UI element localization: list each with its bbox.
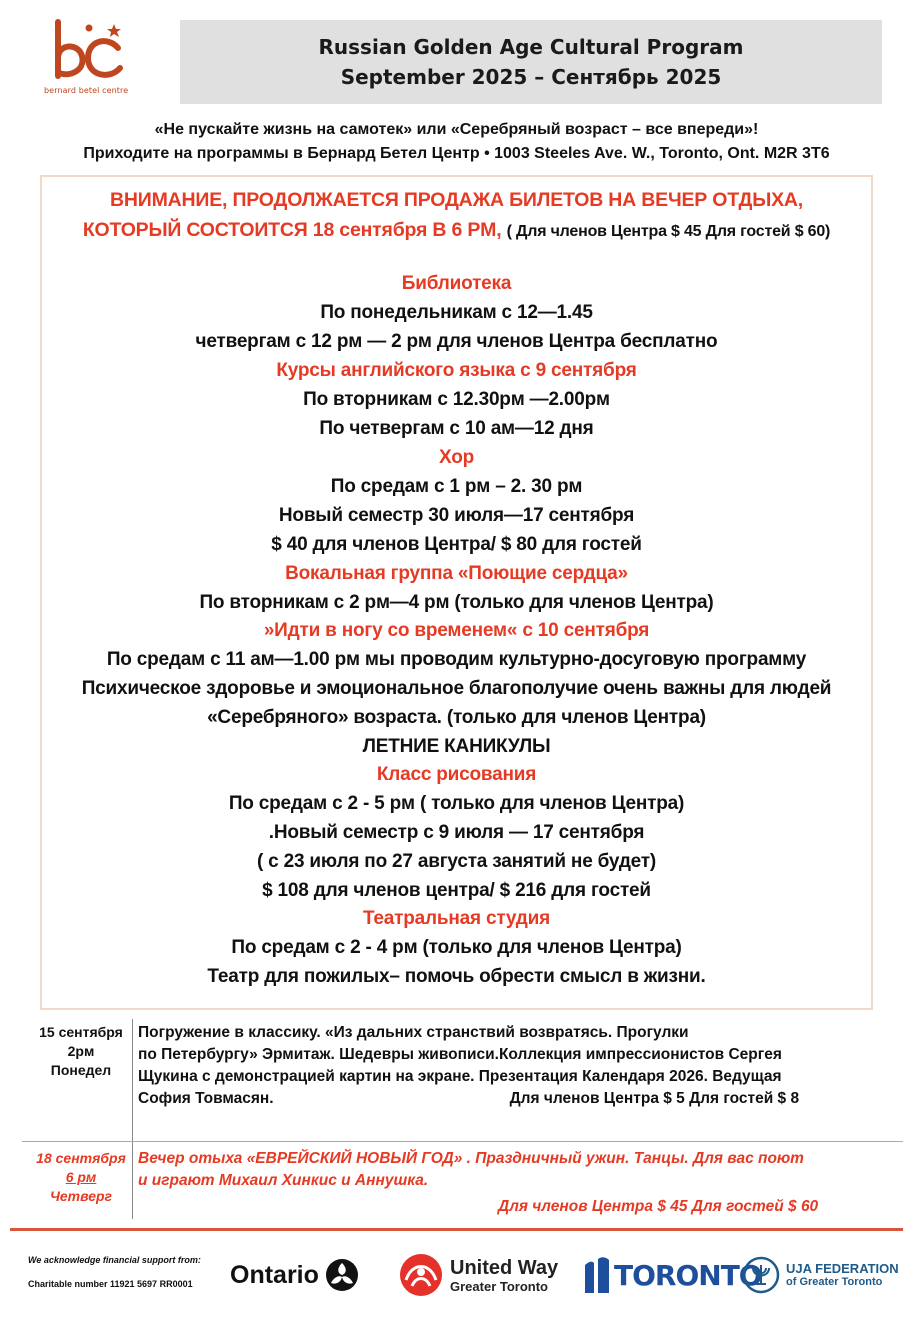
vocal-line-1: По вторникам с 2 pм—4 pм (только для членов Центра) (199, 592, 714, 613)
event-desc-line-4 (138, 1088, 903, 1110)
notice-line-1: ВНИМАНИЕ, ПРОДОЛЖАЕТСЯ ПРОДАЖА БИЛЕТОВ НА ВЕЧЕР ОТДЫХА, (110, 189, 803, 211)
library-line-2: четвергам с 12 pм — 2 pм для членов Центра бесплатно (195, 331, 718, 352)
choir-line-2: Новый семестр 30 июля—17 сентября (278, 505, 635, 526)
uja-federation-logo (742, 1245, 899, 1305)
times-line-1: По средам с 11 aм—1.00 pм мы проводим культурно-досуговую программу (106, 649, 807, 670)
united-way-wordmark: United Way (450, 1256, 559, 1279)
drawing-line-1: По средам с 2 - 5 pм ( только для членов Центра) (228, 793, 685, 814)
library-line-1: По понедельникам с 12—1.45 (320, 302, 593, 323)
drawing-line-4: $ 108 для членов центра/ $ 216 для гостей (262, 880, 651, 901)
choir-title: Хор (438, 447, 475, 468)
choir-line-3: $ 40 для членов Центра/ $ 80 для гостей (271, 534, 642, 555)
uja-region: of Greater Toronto (786, 1276, 883, 1288)
event-desc-line-3: Щукина с демонстрацией картин на экране. Презентация Календаря 2026. Ведущая (138, 1068, 782, 1085)
menorah-icon (742, 1256, 780, 1294)
event-date: 15 сентября (39, 1024, 123, 1040)
slogan-line-2: Приходите на программы в Бернард Бетел Центр • 1003 Steeles Ave. W., Toronto, Ont. M2R 3T6 (83, 145, 830, 162)
theatre-title: Театральная студия (362, 908, 551, 929)
event-date: 18 сентября (36, 1150, 126, 1166)
choir-line-1: По средам с 1 pм – 2. 30 pм (330, 476, 583, 497)
toronto-city-hall-icon (582, 1255, 612, 1295)
notice-line-2 (42, 219, 871, 242)
toronto-wordmark: TORONTO (614, 1258, 762, 1292)
ontario-logo (230, 1245, 359, 1305)
event-date-cell (22, 1023, 140, 1080)
event-desc-line-1: Погружение в классику. «Из дальних странствий возвратясь. Прогулки (138, 1024, 689, 1041)
programs-panel (40, 175, 873, 1010)
slogan-line-1: «Не пускайте жизнь на самотек» или «Серебряный возраст – все впереди»! (154, 121, 759, 138)
slogan (0, 118, 913, 166)
united-way-region: Greater Toronto (450, 1278, 548, 1294)
times-line-2: Психическое здоровье и эмоциональное благополучие очень важны для людей (81, 678, 832, 699)
notice-prices: ( Для членов Центра $ 45 Для гостей $ 60) (506, 223, 831, 240)
event-desc-line-2: и играют Михаил Хинкис и Аннушка. (138, 1172, 429, 1189)
program-title: Russian Golden Age Cultural Program (318, 35, 744, 59)
drawing-title: Класс рисования (376, 764, 537, 785)
united-way-logo (398, 1245, 558, 1305)
event-day: Понедел (50, 1062, 112, 1078)
logo-caption: bernard betel centre (44, 86, 129, 95)
bc-logo-icon (44, 18, 128, 84)
english-line-2: По четвергам с 10 aм—12 дня (319, 418, 594, 439)
event-desc-line-2: по Петербургу» Эрмитаж. Шедевры живописи.Коллекция импрессионистов Сергея (138, 1046, 782, 1063)
united-way-icon (398, 1252, 444, 1298)
acknowledgement-text: We acknowledge financial support from: (28, 1255, 201, 1265)
times-line-3: «Серебряного» возраста. (только для членов Центра) (207, 707, 706, 728)
theatre-line-2: Театр для пожилых– помочь обрести смысл в жизни. (207, 966, 706, 987)
drawing-line-3: ( с 23 июля по 27 августа занятий не будет) (256, 851, 657, 872)
toronto-logo (582, 1245, 762, 1305)
bernard-betel-logo (44, 18, 144, 104)
uja-wordmark: UJA FEDERATION (786, 1261, 899, 1276)
event-desc-line-1: Вечер отыха «ЕВРЕЙСКИЙ НОВЫЙ ГОД» . Праздничный ужин. Танцы. Для вас поют (138, 1150, 804, 1167)
event-prices: Для членов Центра $ 45 Для гостей $ 60 (498, 1198, 819, 1215)
event-time: 6 pм (65, 1169, 97, 1185)
event-time: 2pм (67, 1043, 95, 1059)
times-title: »Идти в ногу со временем« с 10 сентября (263, 620, 650, 641)
event-day: Четверг (49, 1188, 113, 1204)
row-divider (22, 1141, 903, 1142)
events-table (10, 1019, 903, 1224)
page-header (180, 20, 882, 104)
event-date-cell (22, 1149, 140, 1206)
english-line-1: По вторникам с 12.30pм —2.00pм (303, 389, 610, 410)
event-row (10, 1019, 903, 1139)
notice-event-text: КОТОРЫЙ СОСТОИТСЯ 18 сентября В 6 PM, (82, 219, 502, 241)
program-dates: September 2025 – Сентябрь 2025 (340, 65, 722, 89)
event-host: София Товмасян. (138, 1090, 274, 1107)
library-title: Библиотека (401, 273, 512, 294)
vocal-title: Вокальная группа «Поющие сердца» (285, 563, 628, 584)
event-prices: Для членов Центра $ 5 Для гостей $ 8 (509, 1090, 800, 1107)
charitable-number: Charitable number 11921 5697 RR0001 (28, 1279, 193, 1289)
ontario-wordmark: Ontario (230, 1260, 319, 1289)
footer-divider (10, 1228, 903, 1231)
theatre-line-1: По средам с 2 - 4 pм (только для членов Центра) (231, 937, 682, 958)
english-title: Курсы английского языка с 9 сентября (276, 360, 637, 381)
trillium-icon (325, 1258, 359, 1292)
sponsors-footer (0, 1235, 913, 1320)
summer-break: ЛЕТНИЕ КАНИКУЛЫ (362, 736, 551, 757)
drawing-line-2: .Новый семестр с 9 июля — 17 сентября (268, 822, 645, 843)
event-description (132, 1022, 903, 1110)
event-description (132, 1148, 903, 1218)
event-row (10, 1145, 903, 1225)
